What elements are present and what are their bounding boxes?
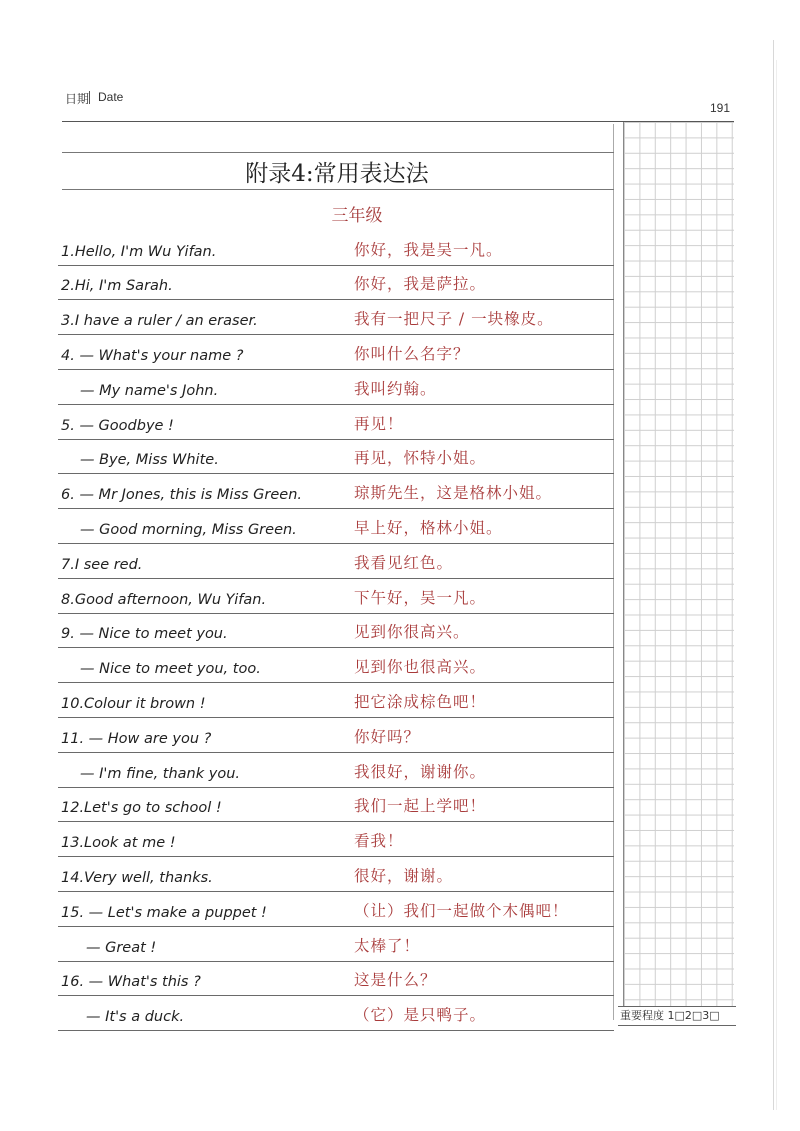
expression-row bbox=[58, 508, 614, 544]
english-expression: — Bye, Miss White. bbox=[80, 452, 219, 469]
expression-row bbox=[58, 230, 614, 266]
english-expression: 4. — What's your name ? bbox=[61, 347, 244, 364]
expression-row bbox=[58, 404, 614, 440]
english-expression: 5. — Goodbye ! bbox=[61, 417, 174, 434]
date-separator bbox=[89, 91, 90, 104]
english-expression: — It's a duck. bbox=[86, 1009, 185, 1026]
english-expression: 3.I have a ruler / an eraser. bbox=[61, 313, 258, 330]
english-expression: 15. — Let's make a puppet ! bbox=[61, 904, 267, 921]
english-expression: — I'm fine, thank you. bbox=[80, 765, 241, 782]
expression-row bbox=[58, 996, 614, 1032]
expression-row bbox=[58, 578, 614, 614]
english-expression: 12.Let's go to school ! bbox=[61, 800, 222, 817]
english-expression: — Great ! bbox=[86, 939, 157, 956]
title-rule-top bbox=[62, 152, 614, 153]
chinese-translation: 我很好，谢谢你。 bbox=[354, 762, 487, 781]
title-rule-bottom bbox=[62, 189, 614, 190]
expression-row bbox=[58, 543, 614, 579]
english-expression: 10.Colour it brown ! bbox=[61, 695, 206, 712]
chinese-translation: 你好，我是吴一凡。 bbox=[354, 240, 503, 259]
chinese-translation: 你叫什么名字？ bbox=[354, 344, 470, 363]
expression-row bbox=[58, 717, 614, 753]
chinese-translation: （让）我们一起做个木偶吧！ bbox=[354, 901, 569, 920]
expression-row bbox=[58, 369, 614, 405]
page-number: 191 bbox=[710, 101, 731, 115]
chinese-translation: 这是什么？ bbox=[354, 971, 437, 990]
chinese-translation: 太棒了！ bbox=[354, 936, 421, 955]
chinese-translation: 见到你很高兴。 bbox=[354, 623, 470, 642]
chinese-translation: 见到你也很高兴。 bbox=[354, 658, 487, 677]
english-expression: 16. — What's this ? bbox=[61, 974, 201, 991]
english-expression: — My name's John. bbox=[80, 382, 219, 399]
grade-subtitle: 三年级 bbox=[331, 206, 383, 226]
expression-row bbox=[58, 334, 614, 370]
page-title: 附录4:常用表达法 bbox=[245, 161, 429, 187]
expression-row bbox=[58, 787, 614, 823]
expression-row bbox=[58, 891, 614, 927]
chinese-translation: 我看见红色。 bbox=[354, 553, 454, 572]
english-expression: 8.Good afternoon, Wu Yifan. bbox=[61, 591, 267, 608]
chinese-translation: 再见！ bbox=[354, 414, 404, 433]
importance-rating: 重要程度 1□2□3□ bbox=[618, 1006, 736, 1026]
english-expression: 6. — Mr Jones, this is Miss Green. bbox=[61, 487, 303, 504]
date-label-en: Date bbox=[98, 90, 124, 104]
expression-row bbox=[58, 648, 614, 684]
chinese-translation: 把它涂成棕色吧！ bbox=[354, 692, 487, 711]
page-edge bbox=[773, 40, 774, 1110]
expression-row bbox=[58, 265, 614, 301]
expression-row bbox=[58, 439, 614, 475]
chinese-translation: 早上好，格林小姐。 bbox=[354, 518, 503, 537]
english-expression: 2.Hi, I'm Sarah. bbox=[61, 278, 173, 295]
english-expression: — Nice to meet you, too. bbox=[80, 661, 261, 678]
expression-row bbox=[58, 300, 614, 336]
expression-row bbox=[58, 752, 614, 788]
chinese-translation: （它）是只鸭子。 bbox=[354, 1006, 487, 1025]
chinese-translation: 很好，谢谢。 bbox=[354, 866, 454, 885]
expression-row bbox=[58, 822, 614, 858]
page-edge-shadow bbox=[776, 60, 777, 1110]
chinese-translation: 我叫约翰。 bbox=[354, 379, 437, 398]
expression-row bbox=[58, 613, 614, 649]
chinese-translation: 下午好，吴一凡。 bbox=[354, 588, 487, 607]
chinese-translation: 我们一起上学吧！ bbox=[354, 797, 487, 816]
chinese-translation: 你好，我是萨拉。 bbox=[354, 275, 487, 294]
english-expression: 11. — How are you ? bbox=[61, 730, 212, 747]
chinese-translation: 再见，怀特小姐。 bbox=[354, 449, 487, 468]
english-expression: 1.Hello, I'm Wu Yifan. bbox=[61, 243, 217, 260]
expression-row bbox=[58, 961, 614, 997]
expression-row bbox=[58, 926, 614, 962]
english-expression: 7.I see red. bbox=[61, 556, 143, 573]
english-expression: 14.Very well, thanks. bbox=[61, 869, 213, 886]
expression-row bbox=[58, 682, 614, 718]
english-expression: 9. — Nice to meet you. bbox=[61, 626, 228, 643]
chinese-translation: 我有一把尺子 / 一块橡皮。 bbox=[354, 310, 554, 329]
expression-row bbox=[58, 856, 614, 892]
note-grid bbox=[623, 122, 734, 1006]
chinese-translation: 琼斯先生，这是格林小姐。 bbox=[354, 484, 553, 503]
expression-row bbox=[58, 474, 614, 510]
chinese-translation: 你好吗？ bbox=[354, 727, 421, 746]
english-expression: — Good morning, Miss Green. bbox=[80, 521, 297, 538]
chinese-translation: 看我！ bbox=[354, 832, 404, 851]
date-label: 日期 bbox=[65, 92, 90, 106]
english-expression: 13.Look at me ! bbox=[61, 835, 176, 852]
